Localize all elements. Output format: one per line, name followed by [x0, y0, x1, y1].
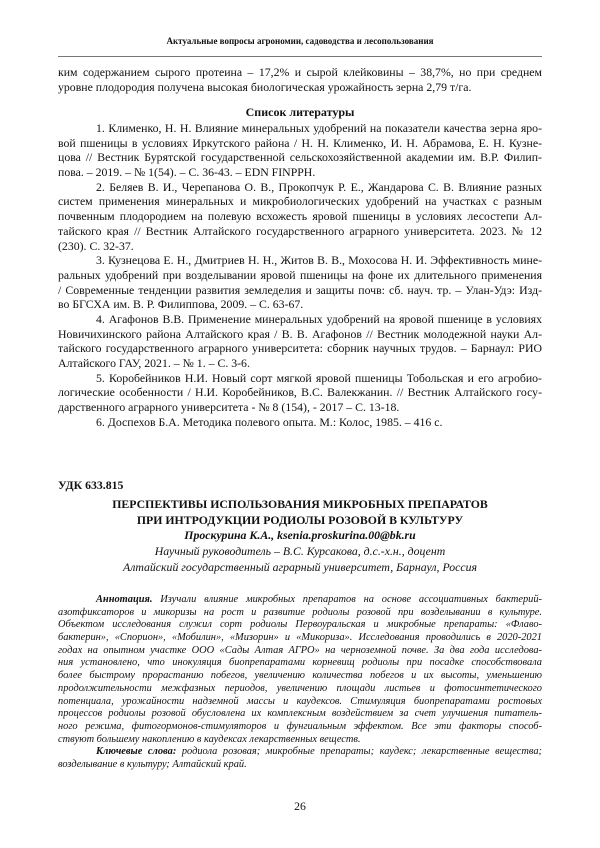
reference-line: 5. Коробейников Н.И. Новый сорт мягкой яровой пшеницы Тобольская и его агробио- [58, 371, 542, 386]
reference-line: Алтайского ГАУ, 2021. – № 1. – С. 3-6. [58, 356, 542, 371]
reference-line: во БГСХА им. В. Р. Филиппова, 2009. – С. 63-67. [58, 297, 542, 312]
reference-line: тайского государственного аграрного университета: сборник научных трудов. – Барнаул: РИО [58, 341, 542, 356]
reference-line: вой пшеницы в условиях Иркутского района / Н. Н. Клименко, И. Н. Абрамова, Е. Н. Кузне- [58, 136, 542, 151]
reference-line: Новичихинского района Алтайского края / В. В. Агафонов // Вестник молодежной науки Ал- [58, 327, 542, 342]
reference-item [58, 253, 542, 312]
reference-line: ральных удобрений при возделывании яровой пшеницы на фоне их длительного применения [58, 268, 542, 283]
reference-line: тайского края // Вестник Алтайского государственного аграрного университета. 2023. № 12 [58, 224, 542, 239]
page-number: 26 [58, 799, 542, 814]
keywords-line [58, 746, 542, 759]
reference-line: 6. Доспехов Б.А. Методика полевого опыта. М.: Колос, 1985. – 416 с. [58, 415, 542, 430]
udk-code: УДК 633.815 [58, 478, 542, 493]
header-rule [58, 56, 542, 57]
abstract-line: продолжительности межфазных периодов, увеличению площади листьев и фотосинтетического [58, 683, 542, 696]
abstract-line: азотфиксаторов и микоризы на рост и развитие родиолы розовой при возделывании в культуре. [58, 607, 542, 620]
affiliation: Алтайский государственный аграрный университет, Барнаул, Россия [58, 560, 542, 575]
continuation-line: ким содержанием сырого протеина – 17,2% и сырой клейковины – 38,7%, но при среднем [58, 65, 542, 80]
scientific-adviser: Научный руководитель – В.С. Курсакова, д.с.-х.н., доцент [58, 544, 542, 559]
reference-line: дарственного аграрного университета - № 8 (154), - 2017 – С. 13-18. [58, 400, 542, 415]
keywords [58, 746, 542, 771]
reference-item [58, 180, 542, 253]
reference-line: 1. Клименко, Н. Н. Влияние минеральных удобрений на показатели качества зерна яро- [58, 121, 542, 136]
keywords-line: возделывание в культуру; Алтайский край. [58, 759, 542, 772]
abstract-line: Объектом исследования служил сорт родиолы Первоуральская и микробные препараты: «Флаво- [58, 619, 542, 632]
keywords-text: родиола розовая; микробные препараты; каудекс; лекарственные вещества; [182, 746, 542, 757]
article-title [58, 496, 542, 528]
article-title-line: ПРИ ИНТРОДУКЦИИ РОДИОЛЫ РОЗОВОЙ В КУЛЬТУРУ [58, 512, 542, 528]
reference-line: логические особенности / Н.И. Коробейников, В.С. Валекжанин. // Вестник Алтайского госу- [58, 385, 542, 400]
abstract-line: ствуют большему накоплению в каудексах лекарственных веществ. [58, 734, 542, 747]
abstract [58, 594, 542, 746]
continuation-paragraph [58, 65, 542, 94]
abstract-line: ния установлено, что инокуляция биопрепаратами корневищ родиолы при посадке способствовала [58, 657, 542, 670]
reference-line: 2. Беляев В. И., Черепанова О. В., Прокопчук Р. Е., Жандарова С. В. Влияние разных [58, 180, 542, 195]
running-header: Актуальные вопросы агрономии, садоводства и лесопользования [58, 36, 542, 46]
abstract-line [58, 594, 542, 607]
reference-line: пова. – 2019. – № 1(54). – С. 36-43. – EDN FINPPH. [58, 165, 542, 180]
reference-item [58, 312, 542, 371]
reference-line: 4. Агафонов В.В. Применение минеральных удобрений на яровой пшенице в условиях [58, 312, 542, 327]
reference-line: почвенным плодородием на полевую всхожесть яровой пшеницы в условиях лесостепи Ал- [58, 209, 542, 224]
abstract-line: потенциала, урожайности надземной массы и каудексов. Стимуляция биопрепаратами ростовых [58, 696, 542, 709]
reference-item [58, 121, 542, 180]
continuation-line: уровне плодородия получена высокая биологическая урожайность зерна 2,79 т/га. [58, 80, 542, 95]
reference-line: 3. Кузнецова Е. Н., Дмитриев Н. Н., Житов В. В., Мохосова Н. И. Эффективность мине- [58, 253, 542, 268]
abstract-line: процессов родиолы розовой обусловлена их комплексным воздействием за счет улучшения питатель- [58, 708, 542, 721]
reference-line: систем применения минеральных и микробиологических удобрений на участках с разным [58, 194, 542, 209]
article-author: Проскурина К.А., ksenia.proskurina.00@bk.ru [58, 528, 542, 543]
abstract-line: годах на опытном участке ООО «Сады Алтая АГРО» на черноземной почве. За два года исследова- [58, 645, 542, 658]
abstract-line: бактерин», «Спорион», «Мобилин», «Мизорин» и «Микориза». Исследования проводились в 2020-2021 [58, 632, 542, 645]
abstract-line: ного режима, фитогормонов-стимуляторов и фунгиальным эффектом. Все эти факторы способ- [58, 721, 542, 734]
reference-line: / Современные тенденции развития земледелия и защиты почв: сб. науч. тр. – Улан-Удэ: Изд- [58, 283, 542, 298]
reference-item [58, 371, 542, 415]
abstract-label: Аннотация. [96, 594, 152, 605]
reference-item [58, 415, 542, 430]
references-title: Список литературы [58, 105, 542, 120]
abstract-text: Изучали влияние микробных препаратов на основе ассоциативных бактерий- [160, 594, 542, 605]
reference-line: цова // Вестник Бурятской государственной сельскохозяйственной академии им. В.Р. Филип- [58, 150, 542, 165]
article-title-line: ПЕРСПЕКТИВЫ ИСПОЛЬЗОВАНИЯ МИКРОБНЫХ ПРЕПАРАТОВ [58, 496, 542, 512]
keywords-label: Ключевые слова: [96, 746, 176, 757]
abstract-line: более быстрому прорастанию побегов, увеличению количества побегов и их высоты, уменьшению [58, 670, 542, 683]
references-list [58, 121, 542, 429]
reference-line: (230). С. 32-37. [58, 239, 542, 254]
